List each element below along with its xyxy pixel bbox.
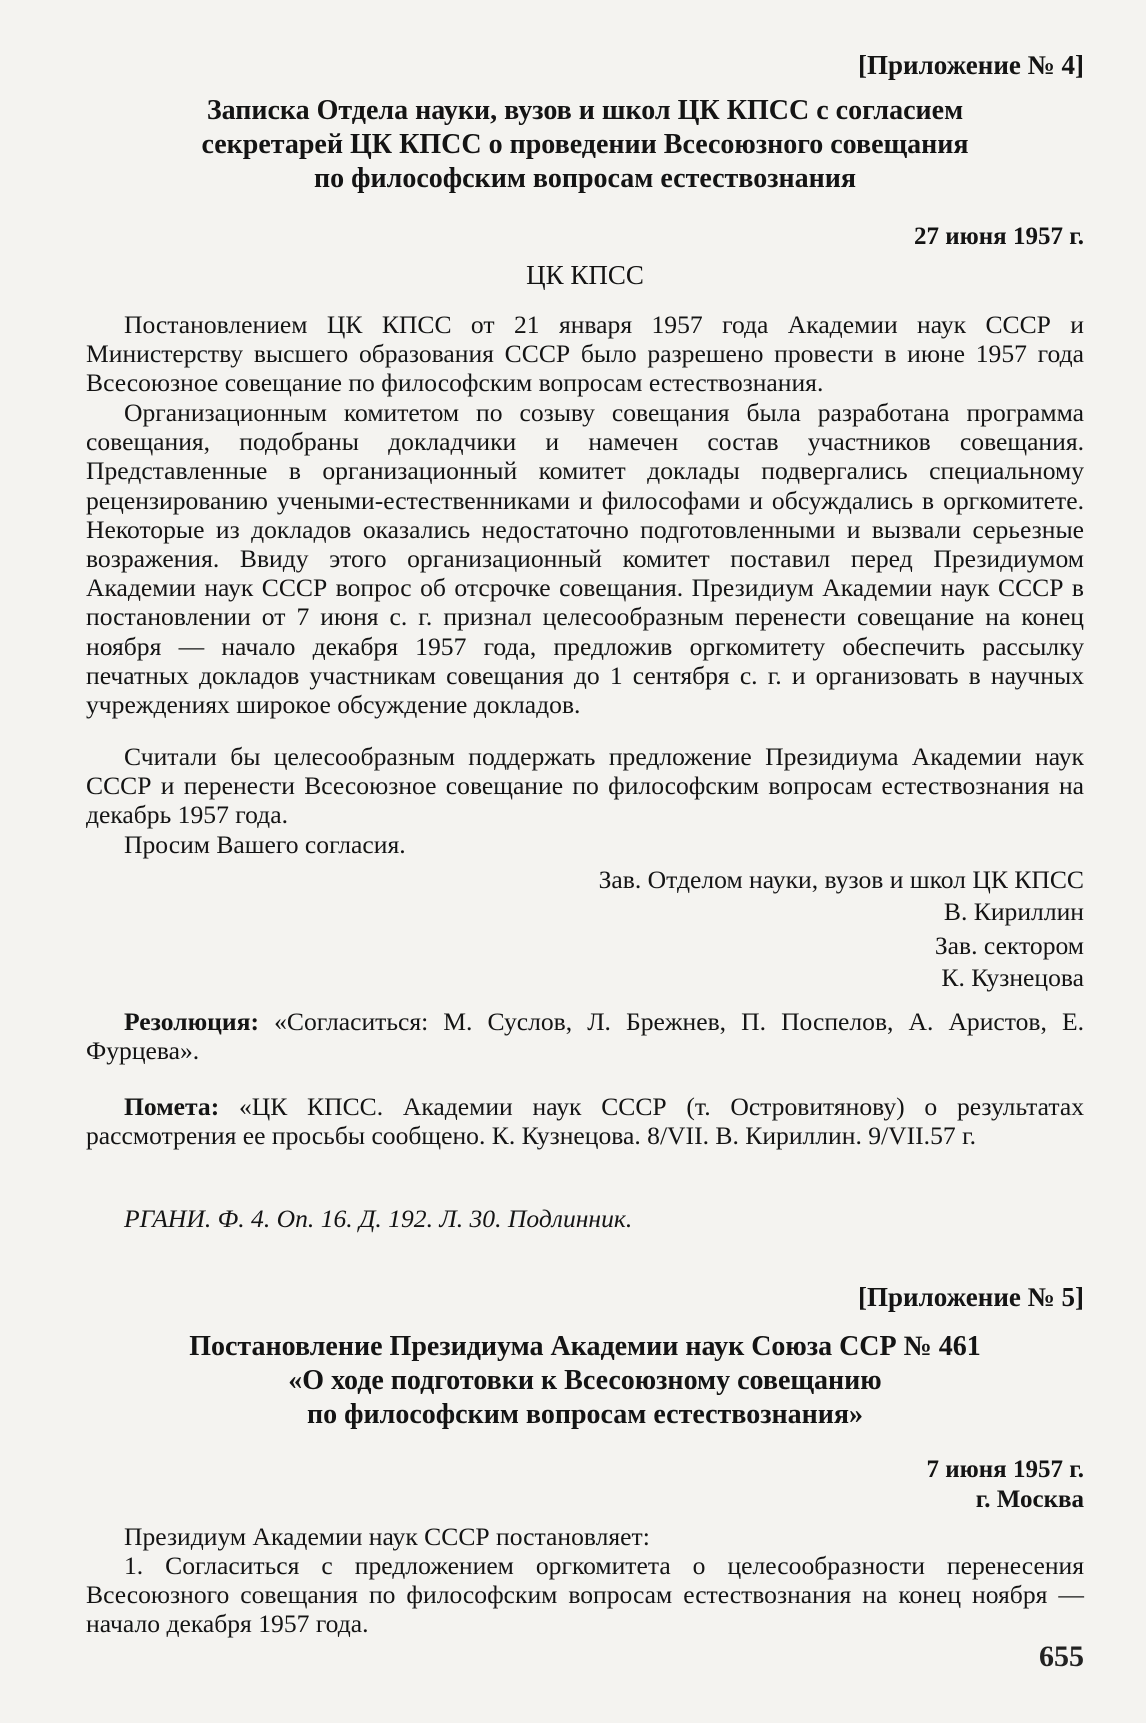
page-number: 655 — [1039, 1640, 1084, 1673]
doc1-paragraph: Считали бы целесообразным поддержать предложение Президиума Академии наук СССР и перенести Всесоюзное совещание по философским вопросам естествознания на декабрь 1957 года. — [86, 742, 1084, 830]
signer-name: В. Кириллин — [943, 897, 1084, 926]
archive-source: РГАНИ. Ф. 4. Оп. 16. Д. 192. Л. 30. Подлинник. — [124, 1204, 633, 1233]
doc1-title-line: Записка Отдела науки, вузов и школ ЦК КПСС с согласием — [206, 95, 964, 126]
resolution-label: Резолюция: — [124, 1007, 260, 1036]
doc2-title-line: «О ходе подготовки к Всесоюзному совещанию — [288, 1365, 882, 1396]
note-label: Помета: — [124, 1092, 220, 1121]
annex-4-label: [Приложение № 4] — [858, 50, 1084, 80]
resolution-text: «Согласиться: М. Суслов, Л. Брежнев, П. Поспелов, А. Аристов, Е. Фурцева». — [86, 1007, 1084, 1066]
doc2-place: г. Москва — [975, 1486, 1084, 1513]
doc2-date: 7 июня 1957 г. — [926, 1456, 1084, 1483]
signer-name: К. Кузнецова — [941, 963, 1084, 992]
signature-block-1 — [599, 864, 1084, 928]
note — [86, 1092, 1084, 1150]
annex-5-label: [Приложение № 5] — [858, 1282, 1084, 1312]
document-page — [86, 42, 1084, 1682]
doc2-date-place — [927, 1455, 1084, 1515]
doc1-addressee: ЦК КПСС — [526, 260, 644, 290]
resolution — [86, 1007, 1084, 1065]
doc2-paragraph: Президиум Академии наук СССР постановляет: — [124, 1522, 650, 1551]
doc1-title — [86, 94, 1084, 196]
doc1-paragraph: Просим Вашего согласия. — [124, 830, 406, 859]
signer-position: Зав. Отделом науки, вузов и школ ЦК КПСС — [598, 865, 1084, 894]
signature-block-2 — [935, 930, 1084, 994]
doc2-title — [86, 1330, 1084, 1432]
signer-position: Зав. сектором — [934, 931, 1084, 960]
doc1-date: 27 июня 1957 г. — [914, 223, 1084, 250]
doc2-title-line: Постановление Президиума Академии наук Союза ССР № 461 — [189, 1331, 981, 1362]
doc1-paragraph: Постановлением ЦК КПСС от 21 января 1957 года Академии наук СССР и Министерству высшего образования СССР было разрешено провести в июне 1957 года Всесоюзное совещание по философским вопросам естествознания. — [86, 310, 1084, 398]
doc1-title-line: по философским вопросам естествознания — [313, 163, 857, 194]
doc1-title-line: секретарей ЦК КПСС о проведении Всесоюзного совещания — [201, 129, 969, 160]
note-text: «ЦК КПСС. Академии наук СССР (т. Островитянову) о результатах рассмотрения ее просьбы сообщено. К. Кузнецова. 8/VII. В. Кириллин. 9/VII.57 г. — [86, 1092, 1084, 1151]
doc2-title-line: по философским вопросам естествознания» — [306, 1399, 864, 1430]
doc1-paragraph: Организационным комитетом по созыву совещания была разработана программа совещания, подобраны докладчики и намечен состав участников совещания. Представленные в организационный комитет доклады подвергались специальному рецензированию учеными-естественниками и философами и обсуждались в оргкомитете. Некоторые из докладов оказались недостаточно подготовленными и вызвали серьезные возражения. Ввиду этого организационный комитет поставил перед Президиумом Академии наук СССР вопрос об отсрочке совещания. Президиум Академии наук СССР в постановлении от 7 июня с. г. признал целесообразным перенести совещание на конец ноября — начало декабря 1957 года, предложив оргкомитету обеспечить рассылку печатных докладов участникам совещания до 1 сентября с. г. и организовать в научных учреждениях широкое обсуждение докладов. — [86, 398, 1084, 720]
doc2-paragraph: 1. Согласиться с предложением оргкомитета о целесообразности перенесения Всесоюзного совещания по философским вопросам естествознания на конец ноября — начало декабря 1957 года. — [86, 1551, 1084, 1639]
